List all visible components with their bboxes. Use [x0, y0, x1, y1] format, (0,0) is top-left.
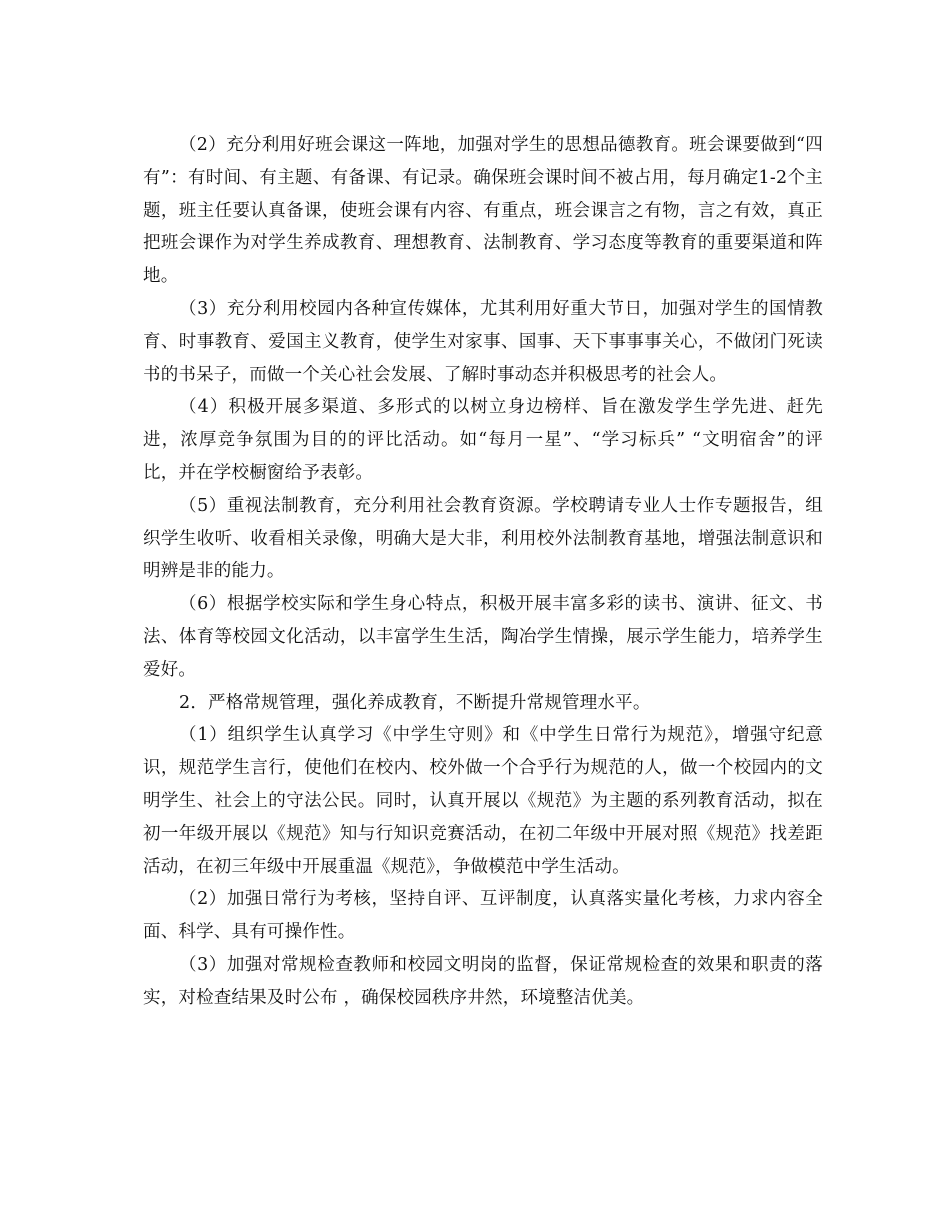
- paragraph-cultural-activities: （6）根据学校实际和学生身心特点，积极开展丰富多彩的读书、演讲、征文、书法、体育等校园文化活动，以丰富学生生活，陶冶学生情操，展示学生能力，培养学生爱好。: [143, 594, 823, 680]
- paragraph-code-of-conduct: （1）组织学生认真学习《中学生守则》和《中学生日常行为规范》，增强守纪意识，规范学生言行，使他们在校内、校外做一个合乎行为规范的人，做一个校园内的文明学生、社会上的守法公民。同时，认真开展以《规范》为主题的系列教育活动，拟在初一年级开展以《规范》知与行知识竞赛活动，在初二年级中开展对照《规范》找差距活动，在初三年级中开展重温《规范》，争做模范中学生活动。: [143, 725, 823, 877]
- section-heading-routine-management: 2．严格常规管理，强化养成教育，不断提升常规管理水平。: [179, 692, 651, 713]
- paragraph-inspection-supervision: （3）加强对常规检查教师和校园文明岗的监督，保证常规检查的效果和职责的落实，对检查结果及时公布 ，确保校园秩序井然，环境整洁优美。: [143, 954, 823, 1008]
- paragraph-legal-education: （5）重视法制教育，充分利用社会教育资源。学校聘请专业人士作专题报告，组织学生收听、收看相关录像，明确大是大非，利用校外法制教育基地，增强法制意识和明辨是非的能力。: [143, 495, 823, 582]
- paragraph-class-meeting: （2）充分利用好班会课这一阵地，加强对学生的思想品德教育。班会课要做到“四有”：有时间、有主题、有备课、有记录。确保班会课时间不被占用，每月确定1-2个主题，班主任要认真备课，使班会课有内容、有重点，班会课言之有物，言之有效，真正把班会课作为对学生养成教育、理想教育、法制教育、学习态度等教育的重要渠道和阵地。: [143, 135, 823, 287]
- paragraph-campus-media: （3）充分利用校园内各种宣传媒体，尤其利用好重大节日，加强对学生的国情教育、时事教育、爱国主义教育，使学生对家事、国事、天下事事事关心，不做闭门死读书的书呆子，而做一个关心社会发展、了解时事动态并积极思考的社会人。: [143, 298, 823, 385]
- paragraph-role-models: （4）积极开展多渠道、多形式的以树立身边榜样、旨在激发学生学先进、赶先进，浓厚竞争氛围为目的的评比活动。如“每月一星”、“学习标兵” “文明宿舍”的评比，并在学校橱窗给予表彰。: [143, 397, 823, 483]
- paragraph-behavior-assessment: （2）加强日常行为考核，坚持自评、互评制度，认真落实量化考核，力求内容全面、科学、具有可操作性。: [143, 889, 823, 943]
- document-body: [143, 129, 823, 1015]
